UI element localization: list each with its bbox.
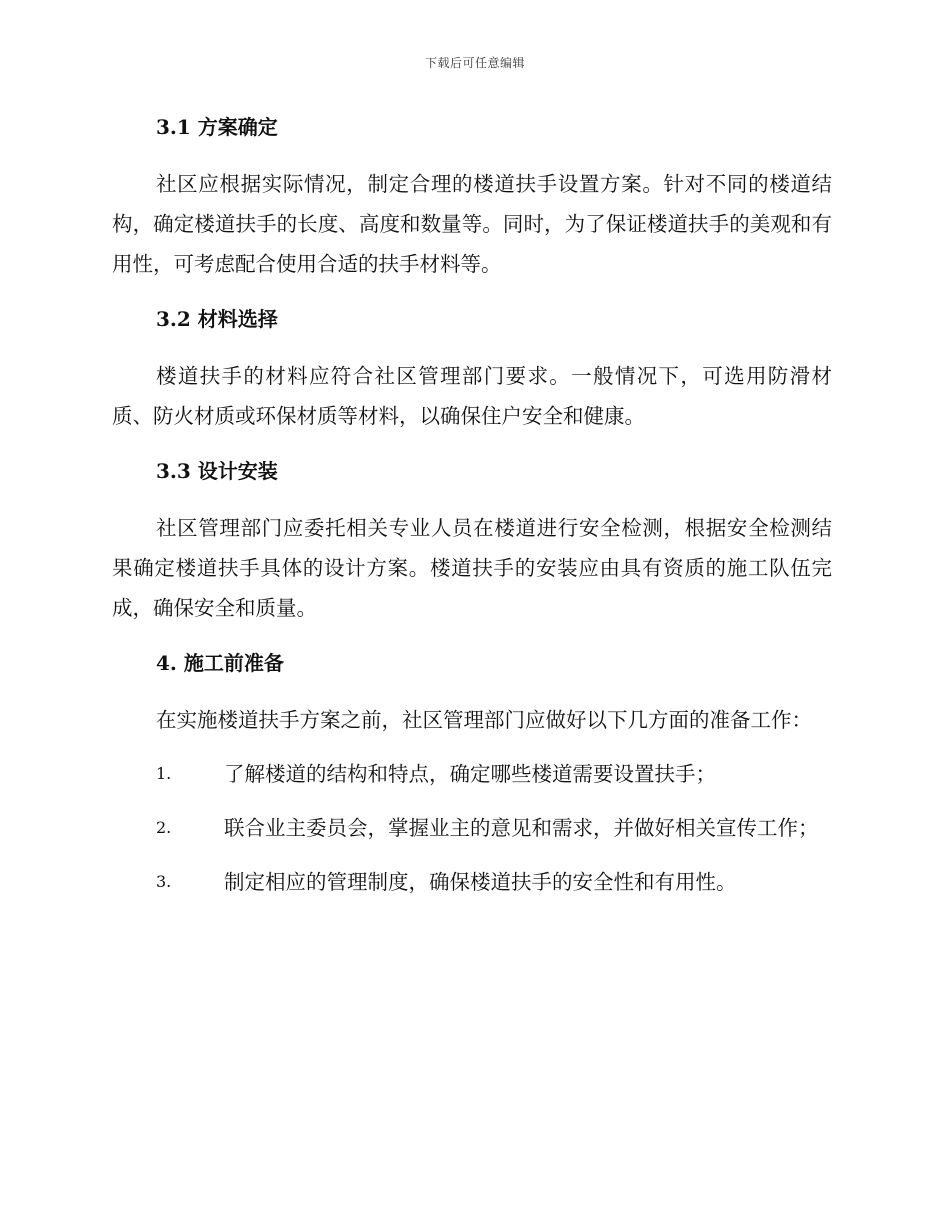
section-paragraph: 楼道扶手的材料应符合社区管理部门要求。一般情况下，可选用防滑材质、防火材质或环保材质等材料，以确保住户安全和健康。 (112, 364, 832, 428)
section-heading: 3.2 材料选择 (156, 307, 278, 331)
list-item (112, 862, 832, 902)
list-item-text: 制定相应的管理制度，确保楼道扶手的安全性和有用性。 (224, 870, 737, 894)
section-heading: 3.1 方案确定 (156, 115, 278, 139)
section-heading: 4. 施工前准备 (156, 651, 284, 675)
section-paragraph: 在实施楼道扶手方案之前，社区管理部门应做好以下几方面的准备工作： (156, 708, 812, 732)
section-3-3 (112, 452, 832, 628)
list-item (112, 808, 832, 848)
section-3-1 (112, 108, 832, 284)
list-item-text: 联合业主委员会，掌握业主的意见和需求，并做好相关宣传工作； (224, 816, 819, 840)
document-body (112, 108, 832, 902)
list-item-number: 2. (156, 818, 172, 837)
section-paragraph: 社区管理部门应委托相关专业人员在楼道进行安全检测，根据安全检测结果确定楼道扶手具体的设计方案。楼道扶手的安装应由具有资质的施工队伍完成，确保安全和质量。 (112, 516, 832, 620)
list-item-number: 3. (156, 872, 172, 891)
header-note: 下载后可任意编辑 (424, 56, 525, 70)
section-heading: 3.3 设计安装 (156, 459, 278, 483)
list-item-number: 1. (156, 764, 172, 783)
list-item-text: 了解楼道的结构和特点，确定哪些楼道需要设置扶手； (224, 762, 716, 786)
section-paragraph: 社区应根据实际情况，制定合理的楼道扶手设置方案。针对不同的楼道结构，确定楼道扶手的长度、高度和数量等。同时，为了保证楼道扶手的美观和有用性，可考虑配合使用合适的扶手材料等。 (112, 172, 832, 276)
section-4 (112, 644, 832, 740)
list-item (112, 754, 832, 794)
section-3-2 (112, 300, 832, 436)
preparation-list (112, 754, 832, 902)
